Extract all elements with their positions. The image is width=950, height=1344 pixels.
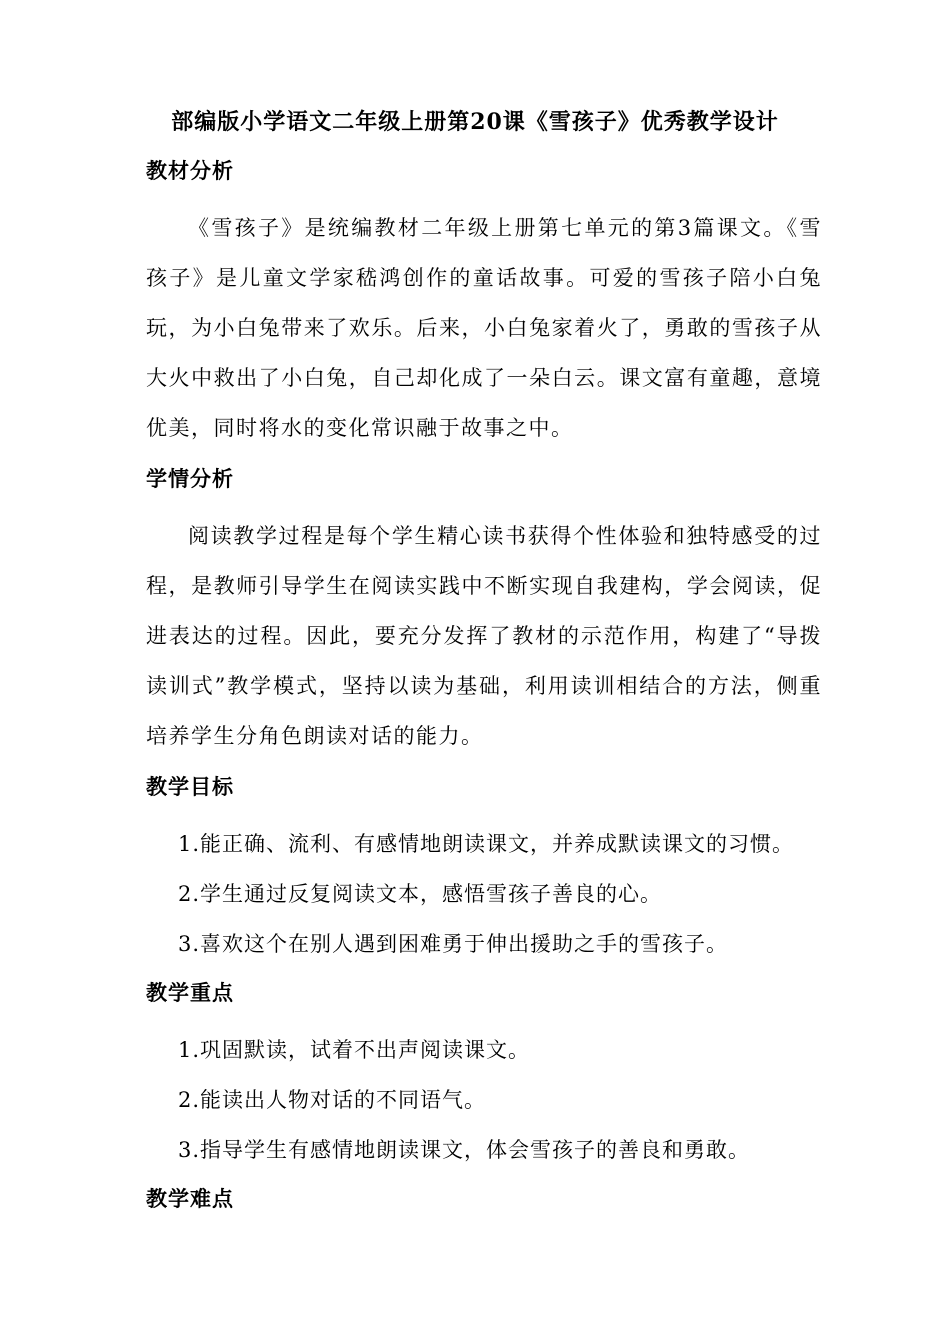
document-body xyxy=(146,153,822,1231)
section-text-students: 阅读教学过程是每个学生精心读书获得个性体验和独特感受的过程，是教师引导学生在阅读实践中不断实现自我建构，学会阅读，促进表达的过程。因此，要充分发挥了教材的示范作用，构建了“导拨读训式”教学模式，坚持以读为基础，利用读训相结合的方法，侧重培养学生分角色朗读对话的能力。 xyxy=(146,524,822,748)
list-item: 1.能正确、流利、有感情地朗读课文，并养成默读课文的习惯。 xyxy=(178,832,795,856)
section-text-material: 《雪孩子》是统编教材二年级上册第七单元的第3篇课文。《雪孩子》是儿童文学家嵇鸿创作的童话故事。可爱的雪孩子陪小白兔玩，为小白兔带来了欢乐。后来，小白兔家着火了，勇敢的雪孩子从大火中救出了小白兔，自己却化成了一朵白云。课文富有童趣，意境优美，同时将水的变化常识融于故事之中。 xyxy=(146,216,822,440)
section-heading-goals: 教学目标 xyxy=(146,774,234,799)
list-item: 2.学生通过反复阅读文本，感悟雪孩子善良的心。 xyxy=(178,882,663,906)
section-heading-difficulties: 教学难点 xyxy=(146,1186,234,1211)
list-item: 1.巩固默读，试着不出声阅读课文。 xyxy=(178,1038,531,1062)
list-item: 3.指导学生有感情地朗读课文，体会雪孩子的善良和勇敢。 xyxy=(178,1138,751,1162)
goals-list xyxy=(146,819,822,969)
section-heading-key-points: 教学重点 xyxy=(146,980,234,1005)
list-item: 3.喜欢这个在别人遇到困难勇于伸出援助之手的雪孩子。 xyxy=(178,932,729,956)
section-heading-students: 学情分析 xyxy=(146,466,234,491)
list-item: 2.能读出人物对话的不同语气。 xyxy=(178,1088,487,1112)
document-title: 部编版小学语文二年级上册第20课《雪孩子》优秀教学设计 xyxy=(171,109,779,135)
key-points-list xyxy=(146,1025,822,1175)
section-heading-material: 教材分析 xyxy=(146,158,234,183)
